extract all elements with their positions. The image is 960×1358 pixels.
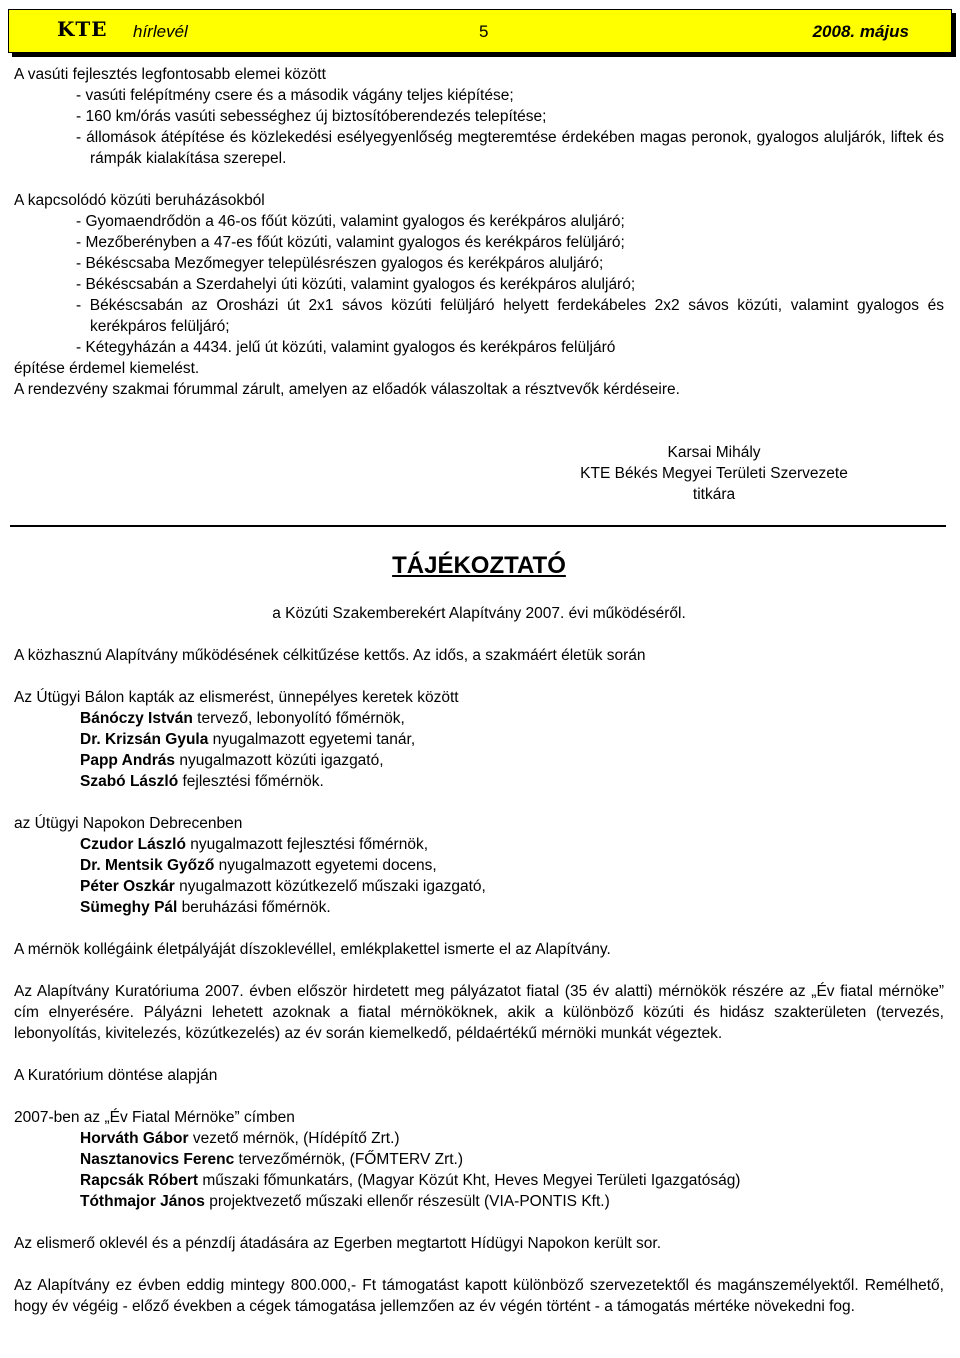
honoree: Dr. Krizsán Gyula nyugalmazott egyetemi tanár,: [80, 731, 416, 748]
brand-logo: KTE: [57, 17, 108, 41]
road-item: - Mezőberényben a 47-es főút közúti, valamint gyalogos és kerékpáros felüljáró;: [76, 234, 625, 251]
road-item: - Kétegyházán a 4434. jelű út közúti, valamint gyalogos és kerékpáros felüljáró: [76, 339, 616, 356]
signature-org: KTE Békés Megyei Területi Szervezete: [580, 465, 848, 482]
rail-item: - vasúti felépítmény csere és a második vágány teljes kiépítése;: [76, 87, 514, 104]
board-text: Az Alapítvány Kuratóriuma 2007. évben először hirdetett meg pályázatot fiatal (35 év alatti) mérnökök részére az „Év fiatal mérnöke” cím elnyerésére. Pályázni lehetett azoknak a fiatal mérnököknek, akik a különböző közúti és hidász szakterületen (tervezés, lebonyolítás, kivitelezés, közútkezelés) az év során kiemelkedő, példaértékű mérnöki munkát végeztek.: [14, 983, 944, 1042]
signature-role: titkára: [692, 486, 736, 503]
issue-date: 2008. május: [812, 22, 909, 41]
closing-text: A rendezvény szakmai fórummal zárult, amelyen az előadók válaszoltak a résztvevők kérdéseire.: [14, 381, 680, 398]
decision-text: A Kuratórium döntése alapján: [14, 1067, 218, 1084]
article-body: [14, 64, 944, 1317]
rail-intro: A vasúti fejlesztés legfontosabb elemei között: [14, 66, 326, 83]
section-title: TÁJÉKOZTATÓ: [392, 552, 566, 579]
honoree: Sümeghy Pál beruházási főmérnök.: [80, 899, 331, 916]
section-subtitle: a Közúti Szakemberekért Alapítvány 2007. évi működéséről.: [272, 605, 686, 622]
signature-name: Karsai Mihály: [667, 444, 761, 461]
days-intro: az Útügyi Napokon Debrecenben: [14, 815, 243, 832]
honoree: Bánóczy István tervező, lebonyolító főmérnök,: [80, 710, 405, 727]
award-intro: 2007-ben az „Év Fiatal Mérnöke” címben: [14, 1109, 295, 1126]
road-item: - Gyomaendrődön a 46-os főút közúti, valamint gyalogos és kerékpáros aluljáró;: [76, 213, 625, 230]
aim-text: A közhasznú Alapítvány működésének célkitűzése kettős. Az idős, a szakmáért életük során: [14, 647, 646, 664]
awardee: Rapcsák Róbert műszaki főmunkatárs, (Magyar Közút Kht, Heves Megyei Területi Igazgatóság): [80, 1172, 741, 1189]
ball-intro: Az Útügyi Bálon kapták az elismerést, ünnepélyes keretek között: [14, 689, 459, 706]
awardee: Nasztanovics Ferenc tervezőmérnök, (FŐMTERV Zrt.): [80, 1151, 464, 1168]
newsletter-header: [8, 9, 952, 53]
section-divider: [10, 525, 946, 527]
rail-item: - állomások átépítése és közlekedési esélyegyenlőség megteremtése érdekében magas peronok, gyalogos aluljárók, liftek és rámpák kialakítása szerepel.: [76, 129, 944, 167]
ceremony-text: Az elismerő oklevél és a pénzdíj átadására az Egerben megtartott Hídügyi Napokon került sor.: [14, 1235, 662, 1252]
brand-subtitle: hírlevél: [133, 22, 188, 41]
page-number: 5: [479, 22, 489, 41]
awardee: Tóthmajor János projektvezető műszaki ellenőr részesült (VIA-PONTIS Kft.): [80, 1193, 610, 1210]
colleagues-text: A mérnök kollégáink életpályáját díszoklevéllel, emlékplakettel ismerte el az Alapítvány.: [14, 941, 611, 958]
honoree: Szabó László fejlesztési főmérnök.: [80, 773, 324, 790]
honoree: Papp András nyugalmazott közúti igazgató,: [80, 752, 384, 769]
honoree: Czudor László nyugalmazott fejlesztési főmérnök,: [80, 836, 429, 853]
honoree: Péter Oszkár nyugalmazott közútkezelő műszaki igazgató,: [80, 878, 486, 895]
rail-item: - 160 km/órás vasúti sebességhez új biztosítóberendezés telepítése;: [76, 108, 547, 125]
road-item: - Békéscsabán az Orosházi út 2x1 sávos közúti felüljáró helyett ferdekábeles 2x2 sávos közúti, valamint gyalogos és kerékpáros felüljáró;: [76, 297, 944, 335]
honoree: Dr. Mentsik Győző nyugalmazott egyetemi docens,: [80, 857, 437, 874]
support-text: Az Alapítvány ez évben eddig mintegy 800.000,- Ft támogatást kapott különböző szervezetektől és magánszemélyektől. Remélhető, hogy év végéig - előző években a cégek támogatása jellemzően az év végén történt - a támogatás mértéke növekedni fog.: [14, 1277, 944, 1315]
road-item: - Békéscsabán a Szerdahelyi úti közúti, valamint gyalogos és kerékpáros aluljáró;: [76, 276, 636, 293]
awardee: Horváth Gábor vezető mérnök, (Hídépítő Zrt.): [80, 1130, 400, 1147]
road-intro: A kapcsolódó közúti beruházásokból: [14, 192, 265, 209]
road-item: - Békéscsaba Mezőmegyer településrészen gyalogos és kerékpáros aluljáró;: [76, 255, 604, 272]
road-tail: építése érdemel kiemelést.: [14, 360, 200, 377]
